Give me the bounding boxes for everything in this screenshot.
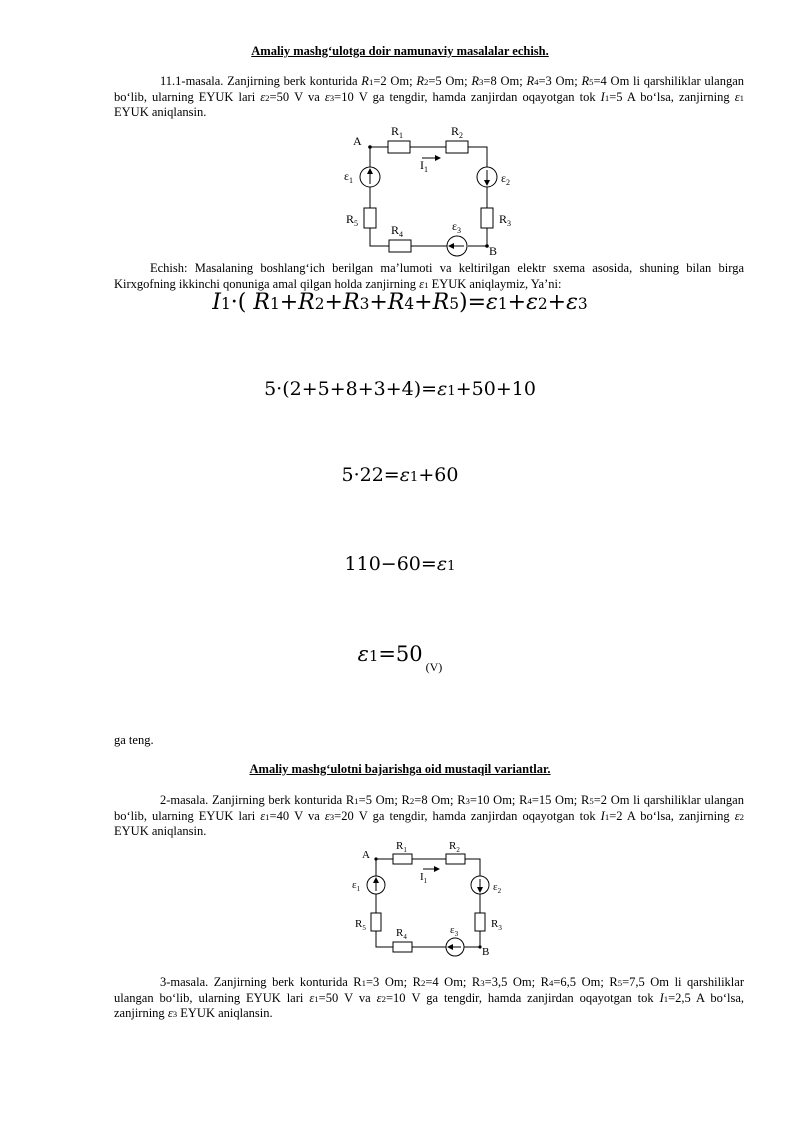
text-run: =7,5 Om li qarshiliklar ulangan bo‘lib, ularning EYUK lari [114, 975, 744, 1005]
resistor-r2 [446, 141, 468, 153]
text-run: EYUK aniqlansin. [114, 105, 207, 119]
subscript: 2 [381, 993, 386, 1004]
label-node-a: A [353, 134, 362, 148]
subscript: 4 [534, 77, 539, 87]
text-run: ε [734, 89, 740, 104]
section-heading-variants: Amaliy mashg‘ulotni bajarishga oid mustaqil variantlar. [249, 762, 551, 776]
subscript: 2 [537, 295, 548, 313]
text-run: R [432, 290, 450, 315]
text-run: EYUK aniqlaymiz, Ya’ni: [428, 276, 562, 291]
text-run: Echish: Masalaning boshlang‘ich berilgan ma’lumoti va keltirilgan elektr sxema asosida, shuning bilan birga Kirxgofning ikkinchi qonuniga amal qilgan holda zanjirning [114, 261, 744, 291]
subscript: 1 [604, 92, 610, 103]
subscript: 1 [368, 648, 379, 665]
section-heading-examples: Amaliy mashg‘ulotga doir namunaviy masalalar echish. [251, 44, 549, 58]
subscript: 1 [447, 384, 456, 399]
label-node-b: B [489, 244, 498, 258]
text-run: =15 Om; R [531, 793, 590, 807]
text-run: 110−60= [344, 553, 437, 575]
subscript: 3 [329, 811, 335, 822]
formula-step-2 [0, 464, 800, 486]
solution-intro-text [114, 261, 744, 292]
text-run: ε [486, 290, 498, 315]
text-run: R [416, 74, 424, 88]
node-a-dot [374, 857, 377, 860]
formula-step-3 [0, 553, 800, 575]
label-e1: $\varepsilon_1$ [352, 879, 361, 893]
subscript: 2 [423, 77, 429, 87]
text-run: =10 V ga tengdir, hamda zanjirdan oqayotgan tok [385, 990, 660, 1005]
resistor-r5 [364, 208, 376, 228]
subscript: 1 [424, 279, 429, 290]
label-e3: $\varepsilon_3$ [450, 924, 459, 938]
formula-kirchhoff [0, 290, 800, 315]
text-run: =40 V va [269, 808, 325, 823]
text-run: =10 Om; R [469, 793, 528, 807]
label-r3: $R_3$ [491, 918, 502, 932]
text-run: +60 [418, 464, 459, 486]
label-r2: $R_2$ [449, 840, 460, 854]
label-e3: $\varepsilon_3$ [452, 219, 462, 235]
label-current: $I_1$ [420, 871, 428, 885]
text-run: R [581, 74, 590, 88]
text-run: EYUK aniqlansin. [114, 824, 207, 838]
problem-11-1-text [114, 74, 744, 121]
text-run: =50 V va [269, 89, 325, 104]
label-current: $I_1$ [420, 158, 428, 174]
formula-result [0, 642, 800, 675]
circuit-diagram-2 [340, 838, 515, 958]
text-run: + [547, 290, 567, 315]
label-e1: $\varepsilon_1$ [344, 169, 354, 185]
subscript: 1 [314, 993, 319, 1004]
source-e2 [477, 167, 497, 187]
subscript: 1 [354, 796, 359, 806]
source-e2 [471, 876, 489, 894]
subscript: 5 [449, 295, 459, 313]
text-run: ε [419, 276, 425, 291]
text-run: =2,5 A bo‘lsa, zanjirning [114, 990, 745, 1020]
text-run: ε [167, 1006, 173, 1020]
label-r5: $R_5$ [355, 918, 366, 932]
unit-label: (V) [422, 660, 443, 674]
text-run: R [471, 74, 480, 88]
node-a-dot [368, 145, 372, 149]
text-run: =3 Om; [538, 74, 582, 88]
subscript: 2 [739, 811, 745, 822]
current-arrow [422, 155, 441, 161]
text-run: + [369, 290, 388, 315]
text-run: ε [309, 990, 315, 1005]
text-run: )= [458, 290, 487, 315]
text-run: 3-masala. Zanjirning berk konturida R [160, 975, 362, 989]
subscript: 3 [479, 77, 484, 87]
subscript: 4 [527, 796, 532, 806]
text-run: + [324, 290, 343, 315]
subscript: 1 [604, 811, 610, 822]
subscript: 5 [617, 978, 623, 988]
text-run: =4 Om; R [425, 975, 481, 989]
text-run: 5·(2+5+8+3+4)= [264, 378, 438, 400]
text-run: =4 Om li qarshiliklar ulangan bo‘lib, ularning EYUK lari [114, 74, 744, 104]
resistor-r3 [481, 208, 493, 228]
resistor-r5 [371, 913, 381, 931]
subscript: 1 [409, 470, 419, 485]
subscript: 3 [480, 978, 485, 988]
text-run: ε [526, 290, 538, 315]
label-r3: $R_3$ [499, 212, 512, 228]
resistor-r4 [389, 240, 411, 252]
subscript: 3 [465, 796, 470, 806]
formula-step-1 [0, 378, 800, 400]
text-run: ε [734, 808, 740, 823]
text-run: R [387, 290, 405, 315]
label-node-a: A [362, 849, 370, 861]
text-run: R [361, 74, 369, 88]
text-run: ε [437, 378, 448, 400]
text-run: =5 Om; [428, 74, 472, 88]
source-e3 [446, 938, 464, 956]
circuit-diagram-1 [330, 124, 520, 259]
text-run: =2 Om; [373, 74, 417, 88]
text-run: =5 Om; R [358, 793, 410, 807]
subscript: 2 [420, 978, 426, 988]
subscript: 1 [265, 811, 270, 822]
text-run: R [342, 290, 360, 315]
source-e1 [367, 876, 385, 894]
text-run: R [526, 74, 535, 88]
text-run: =8 Om; R [414, 793, 466, 807]
text-run: + [507, 290, 527, 315]
text-run: ·( [230, 290, 254, 315]
label-r2: $R_2$ [451, 124, 464, 140]
subscript: 1 [447, 559, 456, 574]
text-run: =3 Om; R [366, 975, 421, 989]
subscript: 2 [265, 92, 270, 103]
text-run: + [279, 290, 299, 315]
subscript: 5 [589, 796, 594, 806]
text-run: =5 A bo‘lsa, zanjirning [609, 89, 735, 104]
text-run: =50 [378, 642, 423, 666]
subscript: 3 [359, 295, 370, 313]
text-run: 11.1-masala. Zanjirning berk konturida [160, 74, 362, 88]
subscript: 1 [269, 295, 280, 313]
circuit-wires [376, 859, 480, 947]
label-r5: $R_5$ [346, 212, 359, 228]
subscript: 4 [404, 295, 415, 313]
text-run: I [600, 808, 605, 823]
subscript: 2 [314, 295, 325, 313]
label-r1: $R_1$ [391, 124, 404, 140]
text-run: =10 V ga tengdir, hamda zanjirdan oqayotgan tok [334, 89, 601, 104]
conclusion-text: ga teng. [114, 733, 154, 747]
text-run: ε [566, 290, 578, 315]
text-run: ε [324, 89, 330, 104]
problem-3-text [114, 975, 744, 1022]
subscript: 3 [329, 92, 335, 103]
text-run: 5·22= [341, 464, 400, 486]
source-e1 [360, 167, 380, 187]
text-run: ε [260, 89, 266, 104]
subscript: 5 [589, 77, 594, 87]
label-e2: $\varepsilon_2$ [493, 881, 502, 895]
subscript: 3 [172, 1009, 178, 1019]
subscript: 3 [577, 295, 588, 313]
text-run: =8 Om; [483, 74, 527, 88]
text-run: =2 Om li qarshiliklar ulangan bo‘lib, ularning EYUK lari [114, 793, 744, 823]
resistor-r4 [393, 942, 412, 952]
subscript: 2 [409, 796, 415, 806]
text-run: + [414, 290, 433, 315]
resistor-r1 [388, 141, 410, 153]
subscript: 1 [368, 77, 374, 87]
text-run: =3,5 Om; R [484, 975, 549, 989]
subscript: 1 [361, 978, 366, 988]
circuit-wires [370, 147, 487, 246]
text-run: ε [357, 642, 369, 666]
text-run: I [600, 89, 605, 104]
current-arrow [423, 866, 440, 872]
subscript: 1 [663, 993, 669, 1004]
resistor-r1 [393, 854, 412, 864]
text-run: =6,5 Om; R [553, 975, 618, 989]
subscript: 1 [497, 295, 508, 313]
text-run: R [298, 290, 315, 315]
subscript: 1 [220, 295, 231, 313]
source-e3 [447, 236, 467, 256]
text-run: =50 V va [318, 990, 377, 1005]
text-run: R [253, 290, 270, 315]
text-run: ε [376, 990, 382, 1005]
text-run: =20 V ga tengdir, hamda zanjirdan oqayotgan tok [334, 808, 601, 823]
text-run: ε [399, 464, 410, 486]
label-r4: $R_4$ [391, 223, 404, 239]
text-run: EYUK aniqlansin. [177, 1006, 273, 1020]
text-run: 2-masala. Zanjirning berk konturida R [160, 793, 355, 807]
text-run: =2 A bo‘lsa, zanjirning [609, 808, 735, 823]
resistor-r2 [446, 854, 465, 864]
text-run: I [659, 990, 664, 1005]
text-run: ε [436, 553, 448, 575]
subscript: 1 [739, 92, 745, 103]
label-r1: $R_1$ [396, 840, 407, 854]
text-run: ε [260, 808, 266, 823]
label-node-b: B [482, 946, 490, 958]
subscript: 4 [548, 978, 554, 988]
text-run: +50+10 [455, 378, 536, 400]
label-e2: $\varepsilon_2$ [501, 171, 511, 187]
resistor-r3 [475, 913, 485, 931]
problem-2-text [114, 793, 744, 840]
text-run: ε [324, 808, 330, 823]
text-run: I [212, 290, 221, 315]
label-r4: $R_4$ [396, 927, 407, 941]
